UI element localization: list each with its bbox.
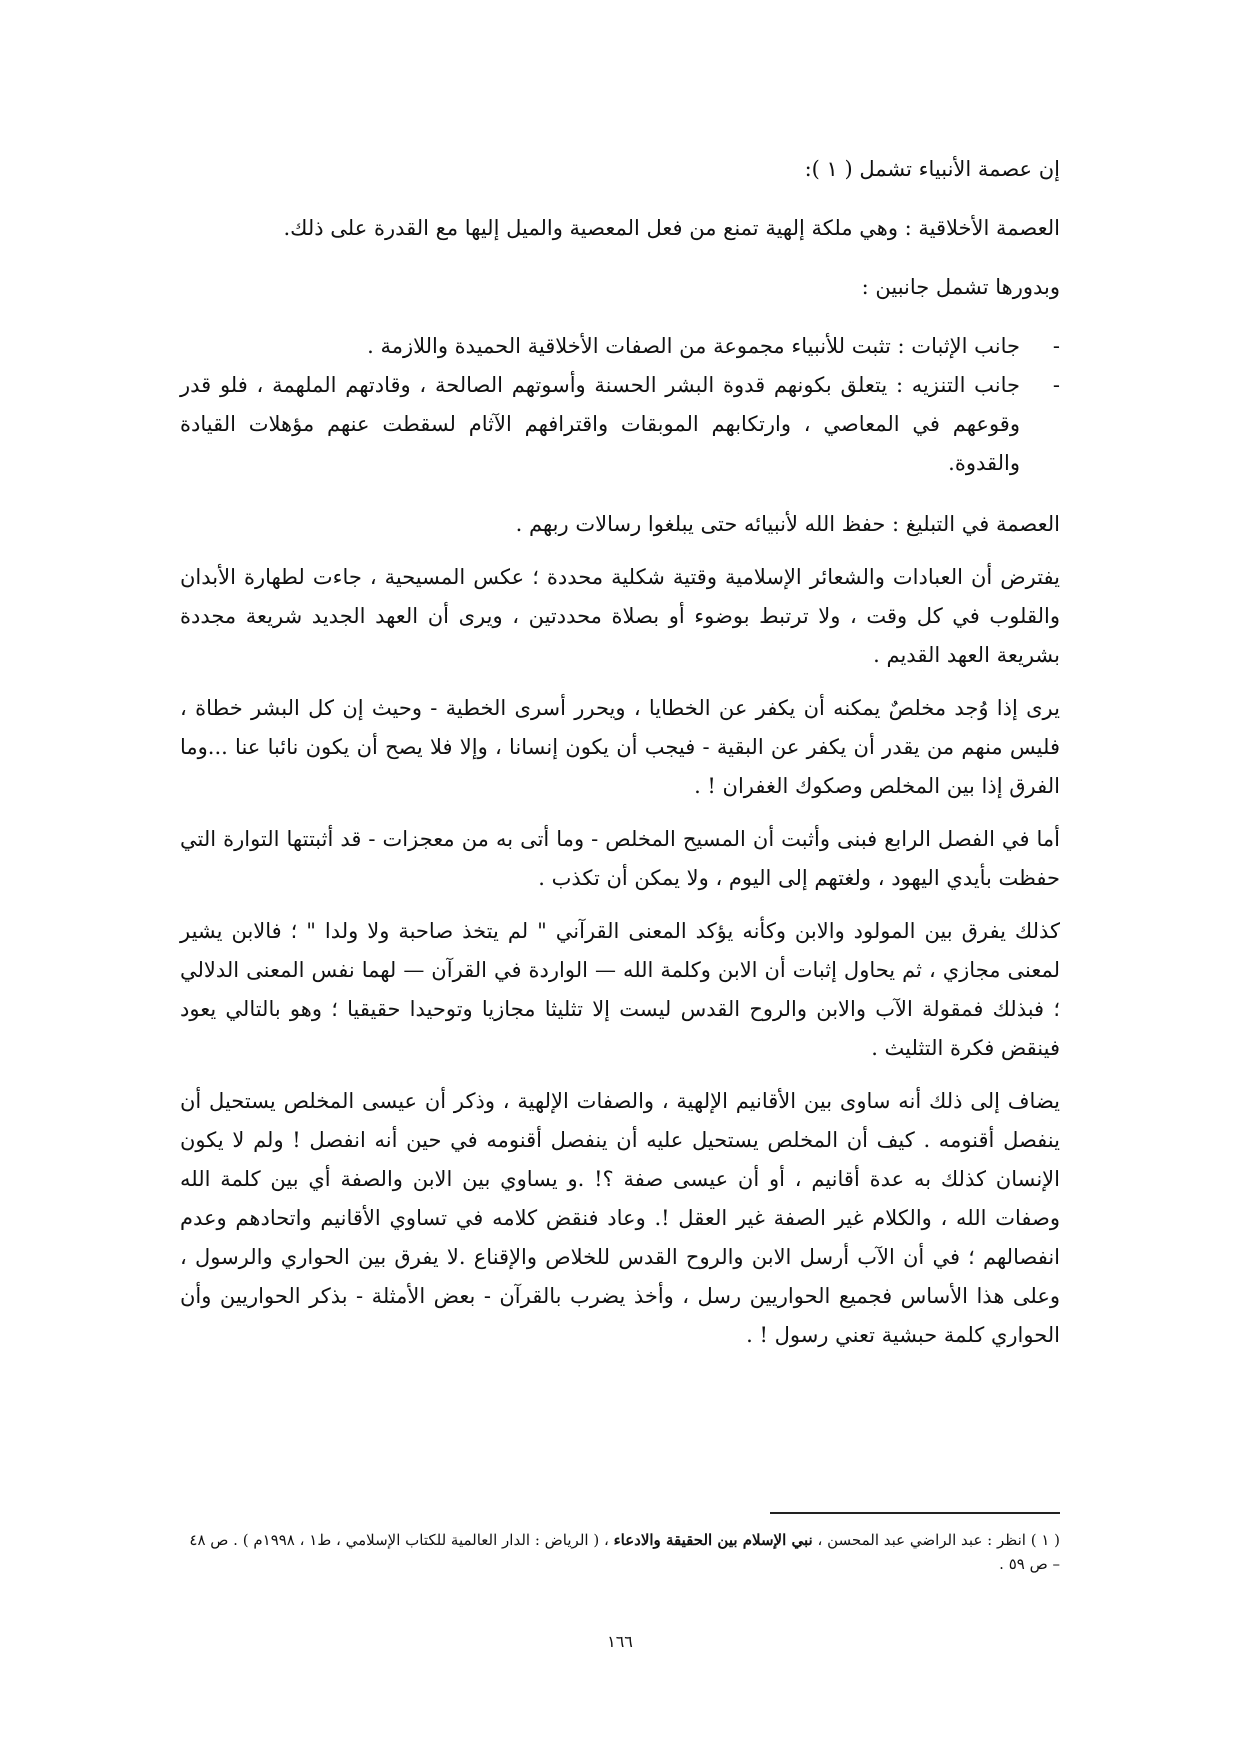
- paragraph-chapter-four: أما في الفصل الرابع فبنى وأثبت أن المسيح المخلص - وما أتى به من معجزات - قد أثبتتها التوارة التي حفظت بأيدي اليهود ، ولغتهم إلى اليوم ، ولا يمكن أن تكذب .: [180, 827, 1060, 890]
- list-item: [180, 366, 1060, 483]
- footnote-divider: [770, 1512, 1060, 1514]
- page-number: ١٦٦: [607, 1632, 633, 1651]
- two-aspects-line: وبدورها تشمل جانبين :: [861, 275, 1060, 299]
- intro-line: إن عصمة الأنبياء تشمل ( ١ ):: [804, 157, 1060, 181]
- list-item-text: جانب التنزيه : يتعلق بكونهم قدوة البشر الحسنة وأسوتهم الصالحة ، وقادتهم الملهمة ، فلو قدر وقوعهم في المعاصي ، وارتكابهم الموبقات واقترافهم الآثام لسقطت عنهم مؤهلات القيادة والقدوة.: [180, 373, 1020, 475]
- page-body: [180, 150, 1060, 1369]
- footnote-suffix: ، ( الرياض : الدار العالمية للكتاب الإسلامي ، ط١ ، ١٩٩٨م ) . ص ٤٨ – ص ٥٩ .: [189, 1531, 1060, 1573]
- paragraph-hypostases: يضاف إلى ذلك أنه ساوى بين الأقانيم الإلهية ، والصفات الإلهية ، وذكر أن عيسى المخلص يستحيل أن ينفصل أقنومه . كيف أن المخلص يستحيل عليه أن ينفصل أقنومه في حين أنه انفصل ! ولم لا يكون الإنسان كذلك به عدة أقانيم ، أو أن عيسى صفة ؟! .و يساوي بين الابن والصفة أي بين كلمة الله وصفات الله ، والكلام غير الصفة غير العقل !. وعاد فنقض كلامه في تساوي الأقانيم واتحادهم وعدم انفصالهم ؛ في أن الآب أرسل الابن والروح القدس للخلاص والإقناع .لا يفرق بين الحواري والرسول ، وعلى هذا الأساس فجميع الحواريين رسل ، وأخذ يضرب بالقرآن - بعض الأمثلة - بذكر الحواريين وأن الحواري كلمة حبشية تعني رسول ! .: [180, 1089, 1060, 1347]
- list-item-text: جانب الإثبات : تثبت للأنبياء مجموعة من الصفات الأخلاقية الحميدة واللازمة .: [367, 334, 1020, 358]
- paragraph-savior: يرى إذا وُجد مخلصٌ يمكنه أن يكفر عن الخطايا ، ويحرر أسرى الخطية - وحيث إن كل البشر خطاة ، فليس منهم من يقدر أن يكفر عن البقية - فيجب أن يكون إنسانا ، وإلا فلا يصح أن يكون نائبا عنا ...وما الفرق إذا بين المخلص وصكوك الغفران ! .: [180, 696, 1060, 798]
- footnote-prefix: ( ١ ) انظر : عبد الراضي عبد المحسن ،: [817, 1531, 1060, 1549]
- bullet-dash: -: [1052, 334, 1060, 358]
- bullet-dash: -: [1052, 373, 1060, 397]
- paragraph-conveyance-immunity: العصمة في التبليغ : حفظ الله لأنبيائه حتى يبلغوا رسالات ربهم .: [515, 512, 1060, 536]
- aspects-list: [180, 327, 1060, 483]
- paragraph-son-word: كذلك يفرق بين المولود والابن وكأنه يؤكد المعنى القرآني " لم يتخذ صاحبة ولا ولدا " ؛ فالابن يشير لمعنى مجازي ، ثم يحاول إثبات أن الابن وكلمة الله — الواردة في القرآن — لهما نفس المعنى الدلالي ؛ فبذلك فمقولة الآب والابن والروح القدس ليست إلا تثليثا مجازيا وتوحيدا حقيقيا ؛ وهو بالتالي يعود فينقض فكرة التثليث .: [180, 919, 1060, 1060]
- footnote-book-title: نبي الإسلام بين الحقيقة والادعاء: [613, 1531, 813, 1549]
- moral-immunity-definition: العصمة الأخلاقية : وهي ملكة إلهية تمنع من فعل المعصية والميل إليها مع القدرة على ذلك.: [283, 216, 1060, 240]
- footnote: [180, 1528, 1060, 1576]
- list-item: [180, 327, 1060, 366]
- paragraph-rituals: يفترض أن العبادات والشعائر الإسلامية وقتية شكلية محددة ؛ عكس المسيحية ، جاءت لطهارة الأبدان والقلوب في كل وقت ، ولا ترتبط بوضوء أو بصلاة محددتين ، ويرى أن العهد الجديد شريعة مجددة بشريعة العهد القديم .: [180, 565, 1060, 667]
